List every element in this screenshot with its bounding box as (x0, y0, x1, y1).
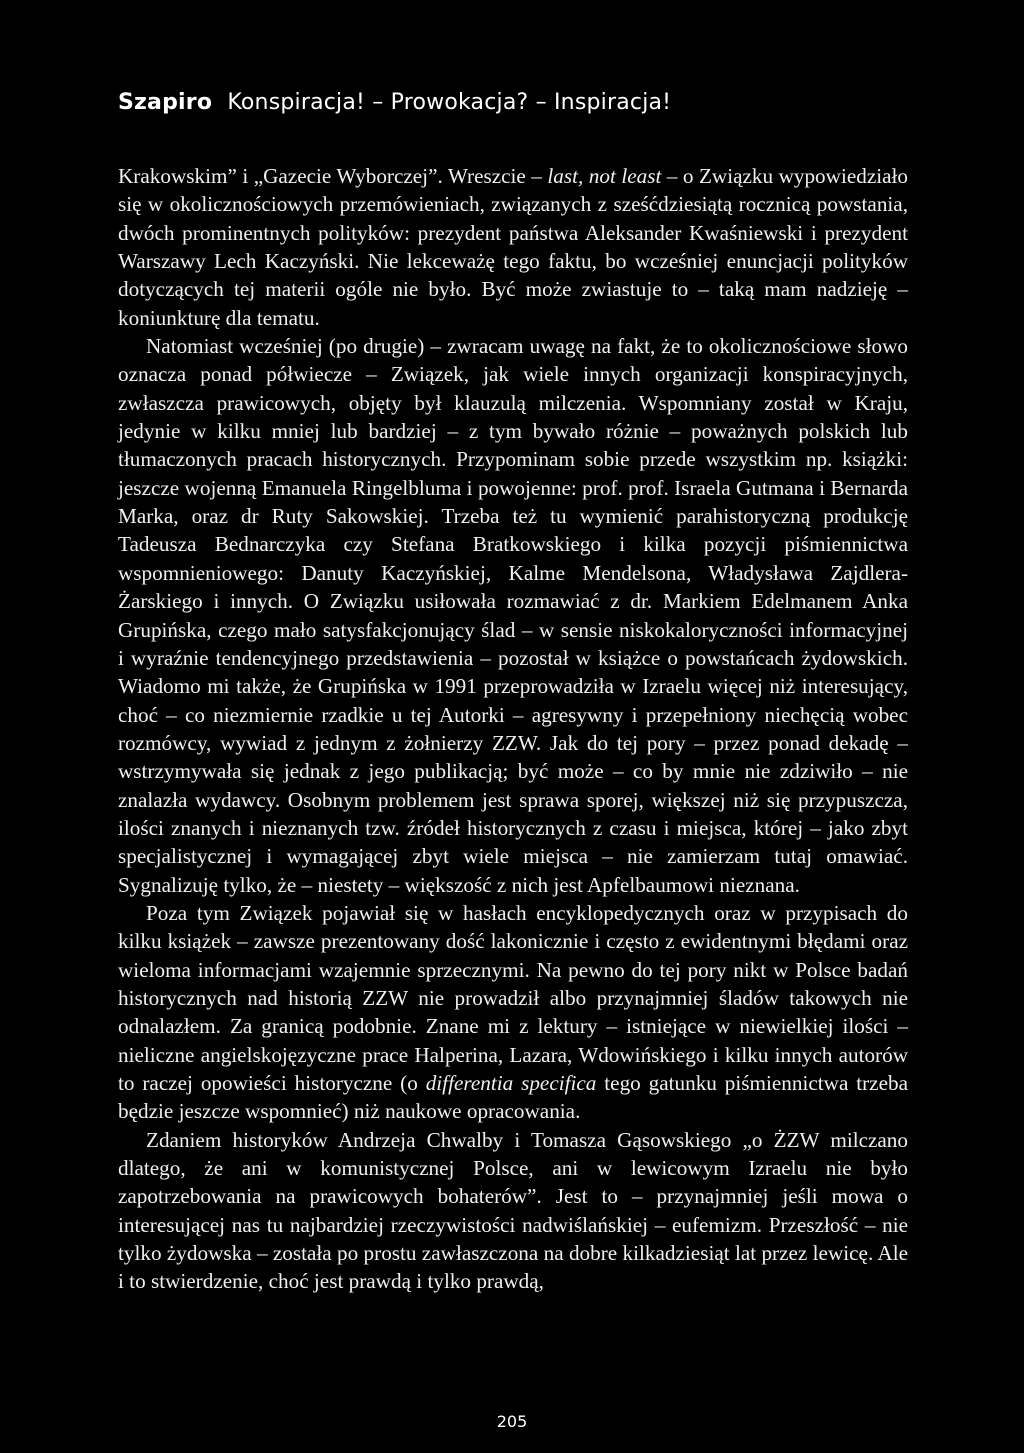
running-head-title: Konspiracja! – Prowokacja? – Inspiracja! (227, 90, 672, 115)
text-run: – o Związku wypowiedziało się w okolicznościowych przemówieniach, związanych z sześćdziesiątą rocznicą powstania, dwóch prominentnych polityków: prezydent państwa Aleksander Kwaśniewski i prezydent Warszawy Lech Kaczyński. Nie lekceważę tego faktu, bo wcześniej enuncjacji polityków dotyczących tej materii ogóle nie było. Być może zwiastuje to – taką mam nadzieję – koniunkturę dla tematu. (118, 164, 909, 330)
running-head-author: Szapiro (118, 90, 213, 115)
italic-phrase: last, not least (547, 164, 662, 188)
paragraph (118, 1126, 908, 1296)
text-run: tego gatunku piśmiennictwa trzeba będzie jeszcze wspomnieć) niż naukowe opracowania. (118, 1071, 908, 1124)
paragraph (118, 162, 908, 332)
page-number: 205 (496, 1412, 528, 1431)
italic-phrase: differentia specifica (425, 1071, 597, 1095)
paragraph (118, 899, 908, 1126)
text-run: Natomiast wcześniej (po drugie) – zwracam uwagę na fakt, że to okolicznościowe słowo oznacza ponad półwiecze – Związek, jak wiele innych organizacji konspiracyjnych, zwłaszcza prawicowych, objęty był klauzulą milczenia. Wspomniany został w Kraju, jedynie w kilku mniej lub bardziej – z tym bywało różnie – poważnych polskich lub tłumaczonych pracach historycznych. Przypominam sobie przede wszystkim np. książki: jeszcze wojenną Emanuela Ringelbluma i powojenne: prof. prof. Israela Gutmana i Bernarda Marka, oraz dr Ruty Sakowskiej. Trzeba też tu wymienić parahistoryczną produkcję Tadeusza Bednarczyka czy Stefana Bratkowskiego i kilka pozycji piśmiennictwa wspomnieniowego: Danuty Kaczyńskiej, Kalme Mendelsona, Władysława Zajdlera-Żarskiego i innych. O Związku usiłowała rozmawiać z dr. Markiem Edelmanem Anka Grupińska, czego mało satysfakcjonujący ślad – w sensie niskokaloryczności informacyjnej i wyraźnie tendencyjnego przedstawienia – pozostał w książce o powstańcach żydowskich. Wiadomo mi także, że Grupińska w 1991 przeprowadziła w Izraelu więcej niż interesujący, choć – co niezmiernie rzadkie u tej Autorki – agresywny i przepełniony niechęcią wobec rozmówcy, wywiad z jednym z żołnierzy ZZW. Jak do tej pory – przez ponad dekadę – wstrzymywała się jednak z jego publikacją; być może – co by mnie nie zdziwiło – nie znalazła wydawcy. Osobnym problemem jest sprawa sporej, większej niż się przypuszcza, ilości znanych i nieznanych tzw. źródeł historycznych z czasu i miejsca, której – jako zbyt specjalistycznej i wymagającej zbyt wiele miejsca – nie zamierzam tutaj omawiać. Sygnalizuję tylko, że – niestety – większość z nich jest Apfelbaumowi nieznana. (118, 334, 908, 897)
text-run: Krakowskim” i „Gazecie Wyborczej”. Wreszcie – (118, 164, 548, 188)
text-run: Poza tym Związek pojawiał się w hasłach encyklopedycznych oraz w przypisach do kilku książek – zawsze prezentowany dość lakonicznie i często z ewidentnymi błędami oraz wieloma informacjami wzajemnie sprzecznymi. Na pewno do tej pory nikt w Polsce badań historycznych nad historią ZZW nie prowadził albo przynajmniej śladów takowych nie odnalazłem. Za granicą podobnie. Znane mi z lektury – istniejące w niewielkiej ilości – nieliczne angielskojęzyczne prace Halperina, Lazara, Wdowińskiego i kilku innych autorów to raczej opowieści historyczne (o (118, 900, 908, 1095)
paragraph (118, 332, 908, 899)
running-head (118, 90, 671, 115)
text-run: Zdaniem historyków Andrzeja Chwalby i Tomasza Gąsowskiego „o ŻZW milczano dlatego, że ani w komunistycznej Polsce, ani w lewicowym Izraelu nie było zapotrzebowania na prawicowych bohaterów”. Jest to – przynajmniej jeśli mowa o interesującej nas tu najbardziej rzeczywistości nadwiślańskiej – eufemizm. Przeszłość – nie tylko żydowska – została po prostu zawłaszczona na dobre kilkadziesiąt lat przez lewicę. Ale i to stwierdzenie, choć jest prawdą i tylko prawdą, (118, 1127, 908, 1294)
body-text (118, 162, 908, 1296)
